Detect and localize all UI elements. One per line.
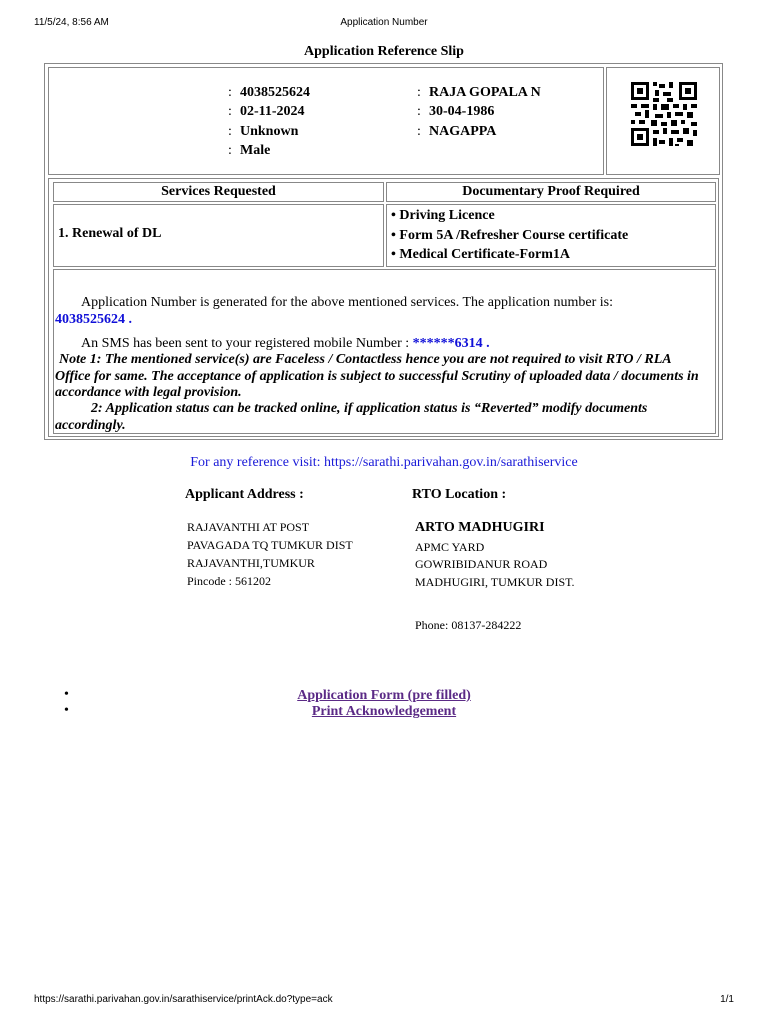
proof-cell: [386, 204, 716, 267]
reference-visit-text: For any reference visit: https://sarathi.parivahan.gov.in/sarathiservice: [190, 455, 578, 470]
footer-url: https://sarathi.parivahan.gov.in/sarathiservice/printAck.do?type=ack: [34, 994, 333, 1005]
page-number: 1/1: [720, 994, 734, 1005]
rto-phone: Phone: 08137-284222: [415, 618, 522, 632]
colon: :: [228, 85, 232, 100]
colon: :: [417, 124, 421, 139]
print-page-title: Application Number: [340, 17, 428, 28]
dob-value: 30-04-1986: [429, 104, 495, 119]
list-item: [0, 704, 768, 720]
service-item: 1. Renewal of DL: [58, 226, 162, 241]
print-acknowledgement-link[interactable]: Print Acknowledgement: [311, 704, 457, 719]
print-datetime: 11/5/24, 8:56 AM: [34, 17, 109, 28]
period: .: [128, 311, 132, 327]
slip-title: Application Reference Slip: [304, 44, 464, 59]
note-1: [55, 352, 705, 402]
qr-container: [606, 67, 720, 175]
colon: :: [228, 143, 232, 158]
generated-text: Application Number is generated for the above mentioned services. The application number is:: [81, 295, 613, 310]
proof-header: Documentary Proof Required: [386, 182, 716, 202]
colon: :: [228, 124, 232, 139]
application-form-link[interactable]: Application Form (pre filled): [297, 688, 471, 703]
sms-message: [81, 336, 711, 353]
period: .: [486, 336, 490, 351]
gender-value: Male: [240, 143, 271, 158]
proof-item: • Driving Licence: [391, 208, 495, 223]
proof-item: • Medical Certificate-Form1A: [391, 247, 571, 262]
proof-item: • Form 5A /Refresher Course certificate: [391, 227, 629, 243]
rto-address-line: APMC YARD: [415, 540, 485, 554]
colon: :: [417, 104, 421, 119]
generated-message: [55, 295, 711, 328]
services-header: Services Requested: [53, 182, 384, 202]
bullet-icon: •: [64, 687, 69, 702]
colon: :: [228, 104, 232, 119]
applicant-address-heading: Applicant Address :: [185, 487, 304, 502]
list-item: [0, 688, 768, 704]
sms-text: An SMS has been sent to your registered mobile Number :: [81, 336, 410, 351]
bullet-icon: •: [64, 703, 69, 718]
rto-location-heading: RTO Location :: [412, 487, 507, 502]
masked-mobile: ******6314: [412, 336, 483, 351]
rto-address-line: GOWRIBIDANUR ROAD: [415, 557, 548, 571]
qr-code-icon: [631, 82, 697, 146]
name-value: RAJA GOPALA N: [429, 85, 541, 100]
address-pincode: Pincode : 561202: [187, 574, 271, 588]
applicant-info: [48, 67, 604, 175]
colon: :: [417, 85, 421, 100]
rto-address-line: MADHUGIRI, TUMKUR DIST.: [415, 575, 575, 589]
app-date-value: 02-11-2024: [240, 104, 305, 119]
app-no-value: 4038525624: [240, 85, 310, 100]
address-line: RAJAVANTHI,TUMKUR: [187, 556, 315, 570]
rto-name: ARTO MADHUGIRI: [415, 520, 545, 535]
note-1-text: Note 1: The mentioned service(s) are Faceless / Contactless hence you are not required to visit RTO / RLA Office for same. The acceptance of application is subject to successful Scrutiny of uploaded data / documents in accordance with legal provision.: [55, 352, 699, 400]
services-section: [48, 178, 719, 437]
application-number-link: 4038525624: [55, 311, 125, 327]
links-list: [0, 688, 768, 720]
note-2: [55, 401, 705, 434]
service-cell: [53, 204, 384, 267]
slip-container: [44, 63, 723, 440]
address-line: RAJAVANTHI AT POST: [187, 520, 310, 534]
blood-group-value: Unknown: [240, 124, 299, 139]
print-header: [0, 17, 768, 31]
note-2-text: 2: Application status can be tracked online, if application status is “Reverted” modify documents accordingly.: [55, 401, 648, 433]
notes-cell: [53, 269, 716, 434]
father-name-value: NAGAPPA: [429, 124, 497, 139]
address-line: PAVAGADA TQ TUMKUR DIST: [187, 538, 353, 552]
